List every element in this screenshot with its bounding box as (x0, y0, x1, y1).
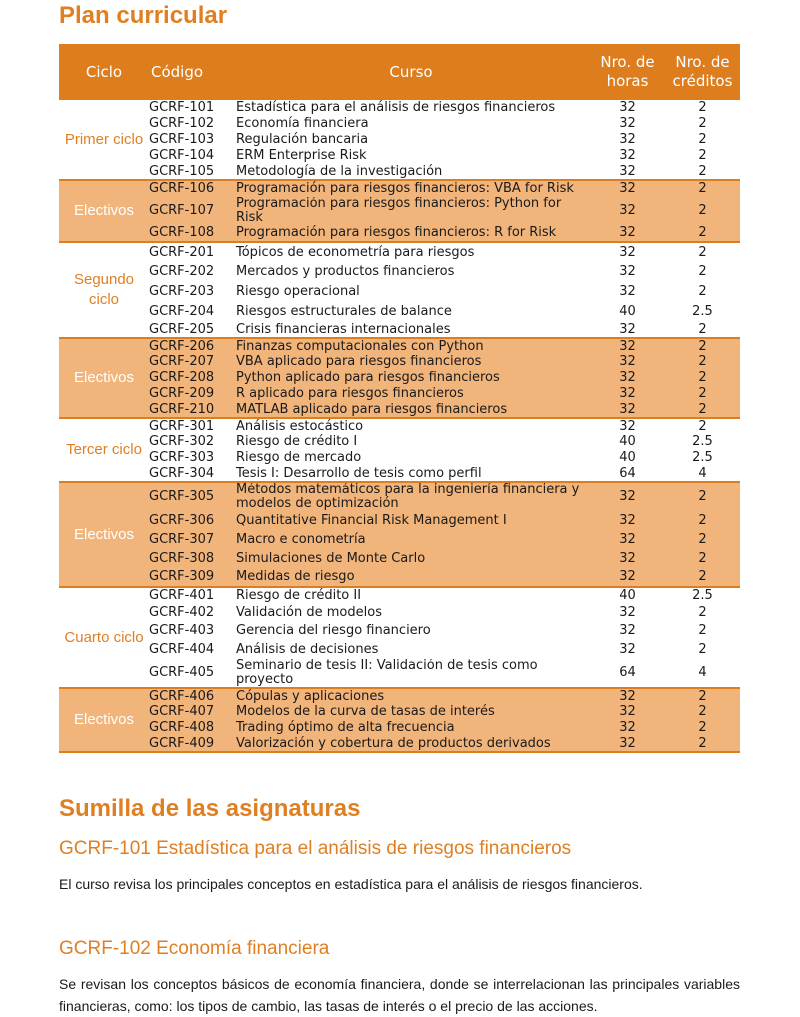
course-credits: 2 (698, 354, 707, 369)
course-code: GCRF-406 (149, 688, 215, 704)
page-title: Plan curricular (59, 2, 228, 29)
course-code: GCRF-207 (149, 354, 215, 369)
table-row (59, 370, 740, 386)
course-code: GCRF-305 (149, 489, 215, 504)
course-name: Valorización y cobertura de productos derivados (236, 736, 551, 751)
course-credits: 2.5 (692, 450, 713, 465)
course-name: Métodos matemáticos para la ingeniería financiera y modelos de optimización (236, 482, 580, 511)
course-code: GCRF-308 (149, 550, 215, 566)
course-hours: 32 (619, 203, 636, 218)
course-credits: 2.5 (692, 304, 713, 319)
course-credits: 2 (698, 720, 707, 735)
course-hours: 32 (619, 225, 636, 240)
course-code: GCRF-104 (149, 148, 215, 163)
course-name: Metodología de la investigación (236, 164, 443, 179)
course-credits: 2 (698, 203, 707, 218)
course-name: Seminario de tesis II: Validación de tesis como proyecto (236, 659, 538, 687)
course-hours: 32 (619, 354, 636, 369)
table-row (59, 338, 740, 354)
course-credits: 2 (698, 569, 707, 584)
table-row (59, 148, 740, 164)
course-code: GCRF-408 (149, 720, 215, 735)
course-credits: 2 (698, 132, 707, 147)
course-name: Validación de modelos (236, 604, 382, 620)
course-hours: 32 (619, 100, 636, 115)
course-credits: 2 (698, 338, 707, 354)
course-credits: 2 (698, 116, 707, 131)
summary-course-description: Se revisan los conceptos básicos de economía financiera, donde se interrelacionan las principales variables financieras, como: los tipos de cambio, las tasas de interés o el precio de las acciones. (59, 976, 740, 1014)
course-hours: 32 (619, 688, 636, 704)
course-hours: 32 (619, 622, 636, 638)
course-code: GCRF-307 (149, 531, 215, 547)
course-credits: 2 (698, 370, 707, 385)
course-credits: 2 (698, 531, 707, 547)
course-hours: 32 (619, 244, 636, 260)
course-credits: 2 (698, 386, 707, 401)
course-code: GCRF-301 (149, 418, 215, 434)
course-hours: 32 (619, 164, 636, 179)
course-code: GCRF-407 (149, 704, 215, 719)
course-hours: 32 (619, 284, 636, 299)
summary-course-title: GCRF-102 Economía financiera (59, 938, 330, 959)
cycle-group (59, 418, 740, 482)
table-row (59, 549, 740, 568)
course-name: Riesgos estructurales de balance (236, 304, 452, 319)
course-code: GCRF-108 (149, 225, 215, 240)
cycle-label: Electivos (73, 711, 135, 728)
header-codigo: Código (151, 62, 204, 81)
course-credits: 2 (698, 264, 707, 279)
course-name: Crisis financieras internacionales (236, 322, 451, 337)
cycle-group (59, 242, 740, 338)
course-name: R aplicado para riesgos financieros (236, 386, 464, 401)
cycle-group (59, 482, 740, 587)
course-hours: 32 (619, 550, 636, 566)
table-row (59, 282, 740, 302)
course-name: Regulación bancaria (236, 132, 369, 147)
table-row (59, 262, 740, 282)
cycle-group (59, 338, 740, 418)
course-code: GCRF-303 (149, 450, 215, 465)
course-credits: 2 (698, 418, 707, 434)
course-hours: 32 (619, 116, 636, 131)
course-hours: 32 (619, 264, 636, 279)
table-row (59, 322, 740, 338)
table-row (59, 354, 740, 370)
header-creditos: Nro. de créditos (672, 53, 733, 90)
course-code: GCRF-202 (149, 264, 215, 279)
course-code: GCRF-402 (149, 604, 215, 620)
course-hours: 32 (619, 181, 636, 196)
course-credits: 2 (698, 512, 707, 528)
table-row (59, 568, 740, 587)
course-hours: 32 (619, 569, 636, 584)
course-hours: 32 (619, 512, 636, 528)
course-credits: 4 (698, 466, 707, 481)
course-credits: 2 (698, 244, 707, 260)
cycle-label: Segundo ciclo (73, 271, 135, 308)
course-hours: 40 (619, 588, 636, 603)
course-code: GCRF-304 (149, 466, 215, 481)
table-row (59, 116, 740, 132)
summary-course-title: GCRF-101 Estadística para el análisis de riesgos financieros (59, 838, 572, 859)
course-name: Gerencia del riesgo financiero (236, 622, 431, 638)
course-hours: 64 (619, 665, 636, 680)
course-hours: 32 (619, 641, 636, 657)
course-credits: 2 (698, 704, 707, 719)
course-code: GCRF-306 (149, 512, 215, 528)
course-name: Riesgo de crédito II (236, 588, 362, 603)
course-credits: 2 (698, 148, 707, 163)
table-row (59, 604, 740, 621)
table-row (59, 402, 740, 418)
course-code: GCRF-203 (149, 284, 215, 299)
course-code: GCRF-106 (149, 181, 215, 196)
course-hours: 32 (619, 386, 636, 401)
course-hours: 32 (619, 322, 636, 337)
course-credits: 2 (698, 550, 707, 566)
header-horas: Nro. de horas (600, 53, 655, 90)
course-hours: 32 (619, 531, 636, 547)
course-name: Tesis I: Desarrollo de tesis como perfil (236, 466, 482, 481)
table-row (59, 418, 740, 434)
table-row (59, 736, 740, 752)
table-row (59, 302, 740, 322)
cycle-label: Electivos (73, 202, 135, 219)
table-row (59, 704, 740, 720)
course-code: GCRF-309 (149, 569, 215, 584)
table-row (59, 225, 740, 242)
course-code: GCRF-101 (149, 100, 215, 115)
course-hours: 40 (619, 304, 636, 319)
course-code: GCRF-403 (149, 622, 215, 638)
course-hours: 40 (619, 434, 636, 449)
course-credits: 2 (698, 604, 707, 620)
table-row (59, 386, 740, 402)
course-code: GCRF-205 (149, 322, 215, 337)
course-name: Mercados y productos financieros (236, 264, 455, 279)
course-hours: 32 (619, 418, 636, 434)
course-code: GCRF-103 (149, 132, 215, 147)
table-row (59, 659, 740, 688)
table-row (59, 434, 740, 450)
table-row (59, 197, 740, 225)
course-credits: 2 (698, 641, 707, 657)
cycle-label: Electivos (73, 525, 135, 543)
course-credits: 2.5 (692, 434, 713, 449)
course-hours: 40 (619, 450, 636, 465)
course-credits: 2 (698, 322, 707, 337)
table-row (59, 180, 740, 197)
course-name: Cópulas y aplicaciones (236, 688, 385, 704)
course-name: Macro e conometría (236, 531, 366, 547)
course-hours: 32 (619, 720, 636, 735)
table-row (59, 511, 740, 530)
cycle-group (59, 688, 740, 752)
cycle-group (59, 100, 740, 180)
course-hours: 32 (619, 736, 636, 751)
course-credits: 2 (698, 225, 707, 240)
cycle-label: Cuarto ciclo (64, 628, 144, 646)
course-code: GCRF-210 (149, 402, 215, 417)
course-credits: 2 (698, 100, 707, 115)
course-hours: 32 (619, 370, 636, 385)
course-credits: 2 (698, 402, 707, 417)
summary-section-title: Sumilla de las asignaturas (59, 795, 361, 822)
table-row (59, 640, 740, 659)
summary-course-description: El curso revisa los principales conceptos en estadística para el análisis de riesgos financieros. (59, 876, 643, 892)
course-code: GCRF-401 (149, 588, 215, 603)
course-name: ERM Enterprise Risk (236, 148, 367, 163)
cycle-group (59, 587, 740, 688)
course-name: Programación para riesgos financieros: Python for Risk (236, 197, 562, 225)
course-name: Análisis estocástico (236, 418, 364, 434)
course-hours: 64 (619, 466, 636, 481)
course-credits: 2 (698, 688, 707, 704)
course-name: Riesgo operacional (236, 284, 360, 299)
course-code: GCRF-105 (149, 164, 215, 179)
table-row (59, 164, 740, 180)
course-name: Programación para riesgos financieros: VBA for Risk (236, 181, 574, 196)
course-hours: 32 (619, 402, 636, 417)
table-row (59, 688, 740, 704)
course-code: GCRF-404 (149, 641, 215, 657)
course-name: Economía financiera (236, 116, 369, 131)
course-name: Python aplicado para riesgos financieros (236, 370, 500, 385)
course-name: Riesgo de mercado (236, 450, 362, 465)
course-name: VBA aplicado para riesgos financieros (236, 354, 482, 369)
course-credits: 2 (698, 164, 707, 179)
course-name: Modelos de la curva de tasas de interés (236, 704, 495, 719)
table-row (59, 466, 740, 482)
course-code: GCRF-208 (149, 370, 215, 385)
header-ciclo: Ciclo (85, 62, 123, 81)
course-name: Trading óptimo de alta frecuencia (236, 720, 455, 735)
course-code: GCRF-107 (149, 203, 215, 218)
course-name: Medidas de riesgo (236, 569, 355, 584)
course-name: Quantitative Financial Risk Management I (236, 512, 507, 528)
table-row (59, 482, 740, 511)
course-credits: 2.5 (692, 588, 713, 603)
course-hours: 32 (619, 148, 636, 163)
table-row (59, 530, 740, 549)
table-row (59, 587, 740, 604)
cycle-label: Primer ciclo (64, 130, 144, 148)
course-code: GCRF-409 (149, 736, 215, 751)
course-name: Simulaciones de Monte Carlo (236, 550, 426, 566)
course-hours: 32 (619, 604, 636, 620)
course-credits: 2 (698, 622, 707, 638)
course-credits: 4 (698, 665, 707, 680)
course-name: Estadística para el análisis de riesgos financieros (236, 100, 556, 115)
course-hours: 32 (619, 132, 636, 147)
course-code: GCRF-209 (149, 386, 215, 401)
table-row (59, 621, 740, 640)
course-name: Riesgo de crédito I (236, 434, 358, 449)
course-credits: 2 (698, 489, 707, 504)
course-code: GCRF-204 (149, 304, 215, 319)
course-credits: 2 (698, 284, 707, 299)
course-code: GCRF-405 (149, 665, 215, 680)
table-row (59, 132, 740, 148)
course-name: Análisis de decisiones (236, 641, 379, 657)
course-name: Finanzas computacionales con Python (236, 338, 484, 354)
course-code: GCRF-302 (149, 434, 215, 449)
course-name: Programación para riesgos financieros: R for Risk (236, 225, 557, 240)
course-hours: 32 (619, 704, 636, 719)
table-row (59, 450, 740, 466)
course-code: GCRF-206 (149, 338, 215, 354)
table-row (59, 242, 740, 262)
table-header (59, 44, 740, 100)
course-credits: 2 (698, 736, 707, 751)
cycle-label: Electivos (73, 369, 135, 386)
cycle-label: Tercer ciclo (66, 441, 142, 458)
table-row (59, 720, 740, 736)
course-name: Tópicos de econometría para riesgos (236, 244, 475, 260)
course-hours: 32 (619, 338, 636, 354)
course-hours: 32 (619, 489, 636, 504)
cycle-group (59, 180, 740, 242)
course-code: GCRF-102 (149, 116, 215, 131)
course-credits: 2 (698, 181, 707, 196)
curriculum-table (59, 44, 740, 753)
course-code: GCRF-201 (149, 244, 215, 260)
course-name: MATLAB aplicado para riesgos financieros (236, 402, 508, 417)
header-curso: Curso (389, 62, 433, 81)
table-row (59, 100, 740, 116)
